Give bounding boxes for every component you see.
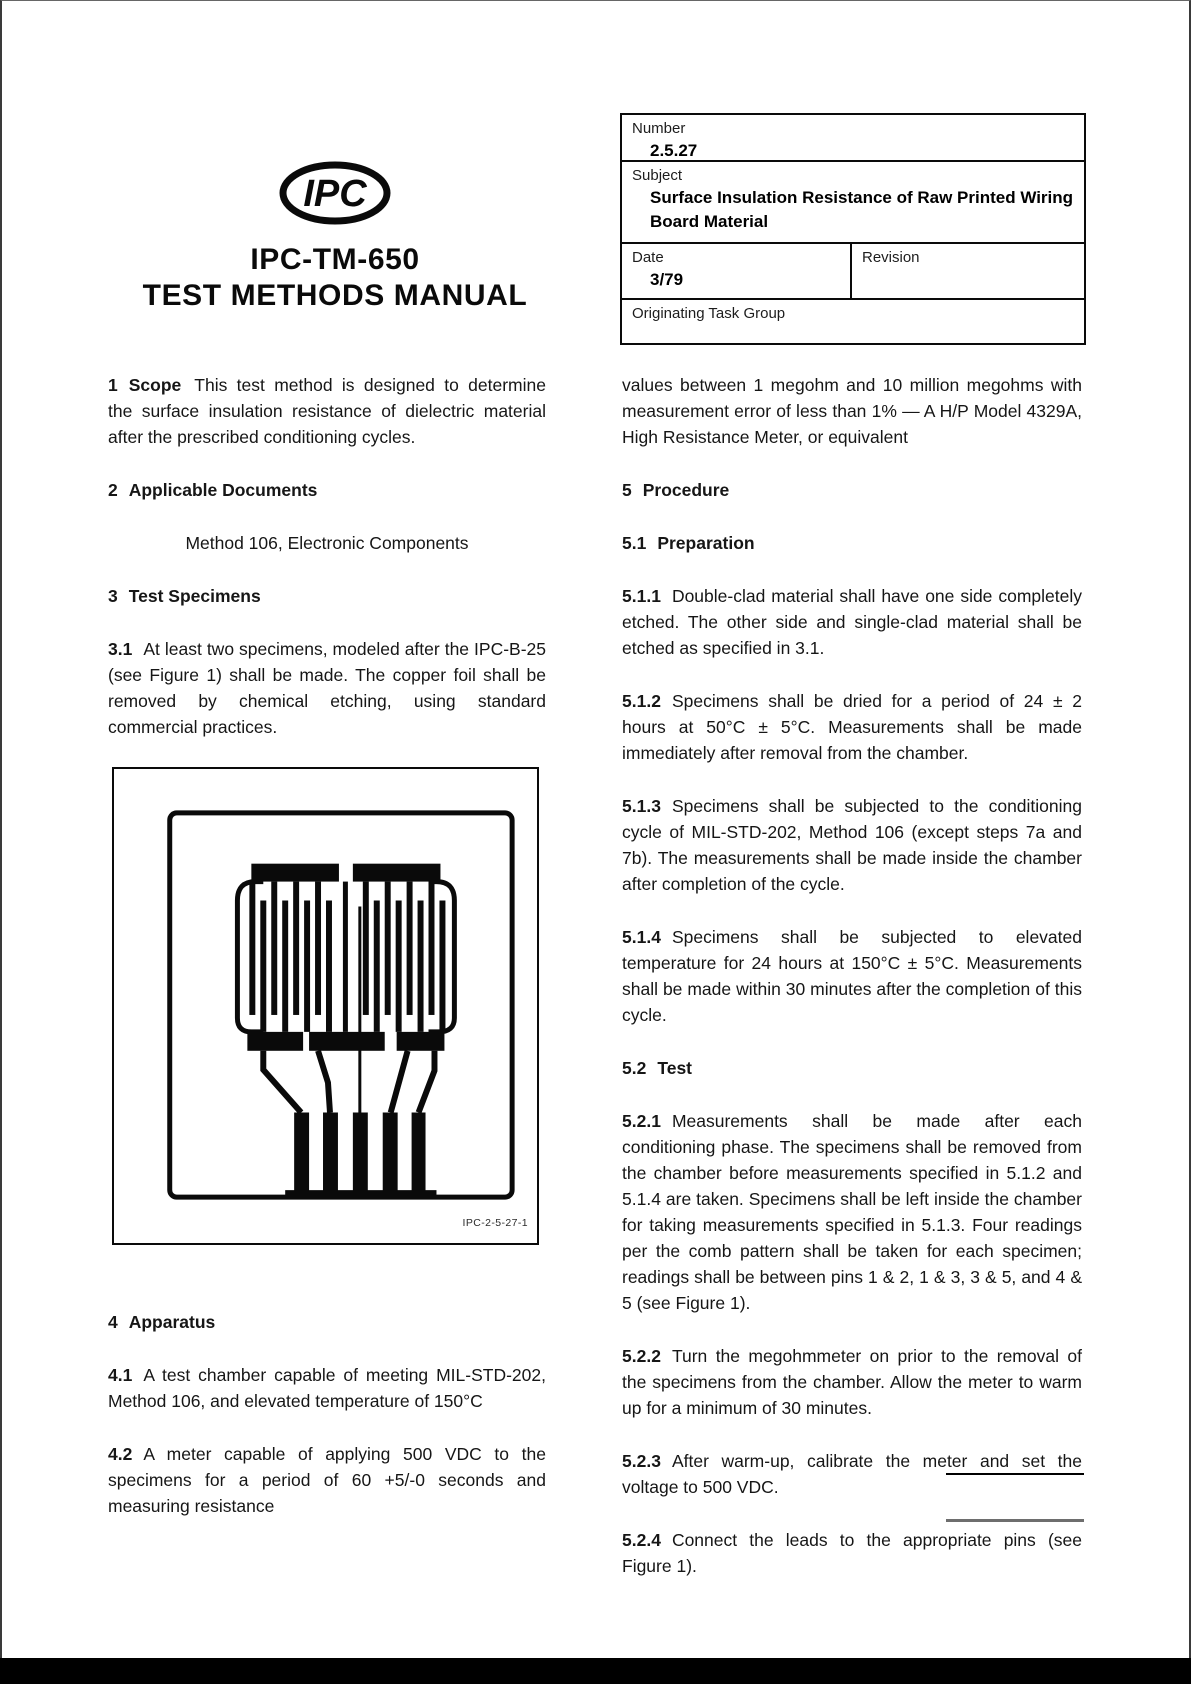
date-label: Date <box>632 249 664 266</box>
figure-caption: IPC-2-5-27-1 <box>462 1217 528 1229</box>
header-row-task-group <box>622 300 1084 343</box>
ipc-logo-icon <box>277 160 393 226</box>
date-value: 3/79 <box>650 270 684 289</box>
heading-5-1-preparation <box>622 530 1082 556</box>
section-title: Test <box>657 1058 693 1078</box>
section-number: 4.1 <box>108 1365 133 1385</box>
right-column <box>622 372 1082 1606</box>
section-number: 5.1.1 <box>622 586 661 606</box>
section-number: 5.2.1 <box>622 1111 661 1131</box>
date-cell <box>622 244 852 298</box>
section-number: 5.2.3 <box>622 1451 661 1471</box>
section-number: 2 <box>108 480 118 500</box>
section-number: 5.2.2 <box>622 1346 661 1366</box>
section-title: Preparation <box>657 533 755 553</box>
header-row-date-revision <box>622 244 1084 300</box>
section-title: Apparatus <box>128 1312 216 1332</box>
section-number: 1 <box>108 375 118 395</box>
subject-label: Subject <box>632 167 683 184</box>
section-title: Scope <box>128 375 182 395</box>
section-body: A test chamber capable of meeting MIL-STD-202, Method 106, and elevated temperature of 150°C <box>108 1365 546 1411</box>
section-4-2-continuation: values between 1 megohm and 10 million megohms with measurement error of less than 1% — A H/P Model 4329A, High Resistance Meter, or equivalent <box>622 375 1082 447</box>
section-title: Applicable Documents <box>128 480 318 500</box>
section-5-2-1 <box>622 1108 1082 1316</box>
section-number: 5 <box>622 480 632 500</box>
reference-line: Method 106, Electronic Components <box>185 533 469 553</box>
section-4-2 <box>108 1441 546 1519</box>
section-3-1 <box>108 636 546 740</box>
section-body: Double-clad material shall have one side completely etched. The other side and single-clad material shall be etched as specified in 3.1. <box>622 586 1082 658</box>
section-body: Specimens shall be subjected to the conditioning cycle of MIL-STD-202, Method 106 (except steps 7a and 7b). The measurements shall be made inside the chamber after completion of the cycle. <box>622 796 1082 894</box>
figure-1-comb-pattern <box>112 767 539 1245</box>
section-5-2-2 <box>622 1343 1082 1421</box>
section-number: 5.2.4 <box>622 1530 661 1550</box>
heading-3-test-specimens <box>108 583 546 609</box>
heading-2-applicable-documents <box>108 477 546 503</box>
masthead <box>100 160 570 314</box>
heading-5-procedure <box>622 477 1082 503</box>
section-number: 4.2 <box>108 1444 133 1464</box>
section-number: 3.1 <box>108 639 133 659</box>
section-body: Specimens shall be dried for a period of 24 ± 2 hours at 50°C ± 5°C. Measurements shall be made immediately after removal from the chamber. <box>622 691 1082 763</box>
section-body: A meter capable of applying 500 VDC to the specimens for a period of 60 +5/-0 seconds and measuring resistance <box>108 1444 546 1516</box>
section-body: Specimens shall be subjected to elevated temperature for 24 hours at 150°C ± 5°C. Measurements shall be made within 30 minutes after the completion of this cycle. <box>622 927 1082 1025</box>
section-title: Test Specimens <box>128 586 261 606</box>
manual-title-line2: TEST METHODS MANUAL <box>142 279 528 312</box>
section-title: Procedure <box>642 480 730 500</box>
heading-5-2-test <box>622 1055 1082 1081</box>
section-number: 4 <box>108 1312 118 1332</box>
section-1-scope <box>108 372 546 450</box>
section-5-1-2 <box>622 688 1082 766</box>
revision-cell <box>852 244 1084 298</box>
signature-rule-top <box>946 1473 1084 1475</box>
header-row-subject <box>622 162 1084 244</box>
comb-pattern-drawing-icon <box>114 769 537 1243</box>
section-5-1-3 <box>622 793 1082 897</box>
section-4-1 <box>108 1362 546 1414</box>
ipc-logo-text: IPC <box>303 173 367 215</box>
section-body: At least two specimens, modeled after the IPC-B-25 (see Figure 1) shall be made. The copper foil shall be removed by chemical etching, using standard commercial practices. <box>108 639 546 737</box>
manual-title-line1: IPC-TM-650 <box>250 243 420 276</box>
scan-bottom-band <box>0 1658 1191 1684</box>
section-body: After warm-up, calibrate the meter and set the voltage to 500 VDC. <box>622 1451 1082 1497</box>
section-5-1-1 <box>622 583 1082 661</box>
section-number: 5.1 <box>622 533 647 553</box>
header-row-number <box>622 115 1084 162</box>
section-number: 3 <box>108 586 118 606</box>
signature-rule-bottom <box>946 1519 1084 1522</box>
subject-value: Surface Insulation Resistance of Raw Printed Wiring Board Material <box>650 188 1074 231</box>
number-label: Number <box>632 120 686 137</box>
section-body: Turn the megohmmeter on prior to the removal of the specimens from the chamber. Allow the meter to warm up for a minimum of 30 minutes. <box>622 1346 1082 1418</box>
section-number: 5.2 <box>622 1058 647 1078</box>
revision-label: Revision <box>862 249 920 266</box>
section-number: 5.1.2 <box>622 691 661 711</box>
section-number: 5.1.4 <box>622 927 661 947</box>
section-body: Connect the leads to the appropriate pins (see Figure 1). <box>622 1530 1082 1576</box>
number-value: 2.5.27 <box>650 141 698 160</box>
section-number: 5.1.3 <box>622 796 661 816</box>
section-5-2-4 <box>622 1527 1082 1579</box>
left-column <box>108 372 546 1546</box>
section-5-1-4 <box>622 924 1082 1028</box>
task-group-label: Originating Task Group <box>632 305 786 322</box>
header-table <box>620 113 1086 345</box>
section-body: Measurements shall be made after each conditioning phase. The specimens shall be removed from the chamber before measurements specified in 5.1.2 and 5.1.4 are taken. Specimens shall be left inside the chamber for taking measurements specified in 5.1.3. Four readings per the comb pattern shall be taken for each specimen; readings shall be between pins 1 & 2, 1 & 3, 3 & 5, and 4 & 5 (see Figure 1). <box>622 1111 1082 1313</box>
heading-4-apparatus <box>108 1309 546 1335</box>
section-body: This test method is designed to determine the surface insulation resistance of dielectric material after the prescribed conditioning cycles. <box>108 375 546 447</box>
